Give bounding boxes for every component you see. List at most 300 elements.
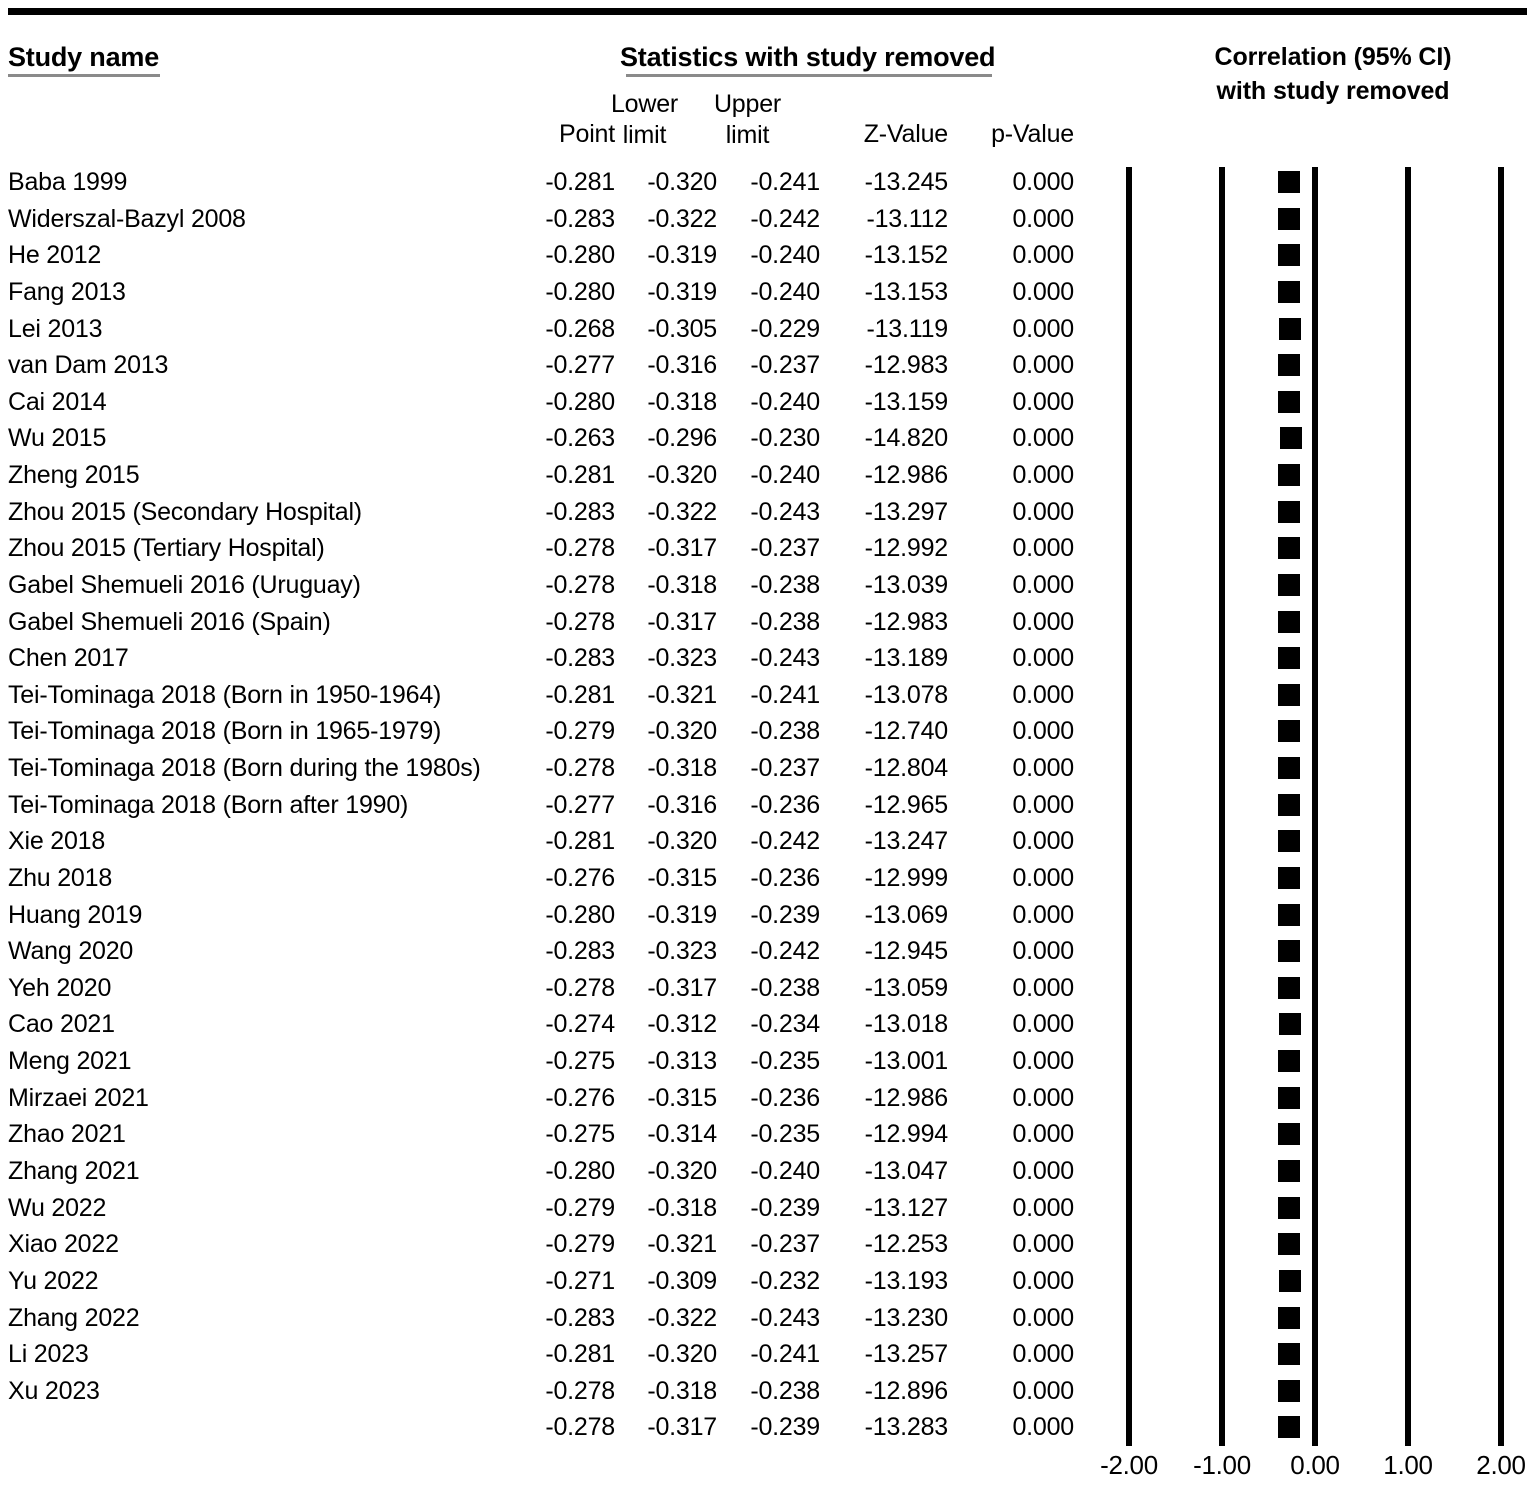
cell-upper-limit: -0.236	[750, 863, 820, 892]
point-estimate-marker	[1279, 1013, 1301, 1035]
cell-study-name: Zhao 2021	[8, 1120, 126, 1149]
cell-p-value: 0.000	[1012, 204, 1074, 233]
cell-z-value: -13.119	[866, 314, 948, 343]
table-row	[0, 864, 1090, 900]
column-header-p-value: p-Value	[991, 120, 1074, 148]
cell-upper-limit: -0.240	[750, 1157, 820, 1185]
cell-upper-limit: -0.240	[750, 461, 820, 490]
cell-lower-limit: -0.318	[647, 754, 717, 783]
cell-study-name: Chen 2017	[8, 644, 129, 673]
cell-z-value: -13.047	[864, 1157, 948, 1185]
cell-upper-limit: -0.235	[750, 1120, 820, 1149]
table-row	[0, 1194, 1090, 1230]
cell-study-name: van Dam 2013	[8, 351, 169, 380]
cell-upper-limit: -0.236	[750, 1083, 820, 1112]
cell-upper-limit: -0.243	[750, 1303, 820, 1332]
cell-lower-limit: -0.319	[647, 241, 717, 270]
point-estimate-marker	[1278, 1050, 1300, 1072]
cell-upper-limit: -0.229	[750, 314, 820, 343]
cell-z-value: -12.999	[864, 863, 948, 892]
cell-lower-limit: -0.319	[647, 900, 717, 929]
point-estimate-marker	[1278, 354, 1300, 376]
cell-p-value: 0.000	[1012, 570, 1074, 599]
cell-z-value: -12.253	[864, 1230, 948, 1259]
summary-effect-marker	[1278, 1416, 1300, 1438]
table-row	[0, 901, 1090, 937]
cell-upper-limit: -0.241	[750, 680, 820, 709]
cell-z-value: -12.994	[864, 1120, 948, 1149]
cell-study-name: Wu 2022	[8, 1193, 107, 1222]
cell-p-value: 0.000	[1012, 1230, 1074, 1259]
cell-study-name: Wu 2015	[8, 424, 107, 453]
table-row	[0, 1377, 1090, 1413]
cell-lower-limit: -0.320	[647, 1340, 717, 1369]
plot-title-line-1: Correlation (95% CI)	[1214, 43, 1452, 71]
cell-z-value: -13.078	[864, 680, 948, 709]
cell-p-value: 0.000	[1012, 900, 1074, 929]
point-estimate-marker	[1278, 171, 1300, 193]
table-row	[0, 241, 1090, 277]
cell-upper-limit: -0.240	[750, 387, 820, 416]
point-estimate-marker	[1278, 1123, 1300, 1145]
cell-point-estimate: -0.283	[545, 644, 615, 673]
column-header-lower-limit-line2: limit	[622, 121, 667, 149]
summary-row	[0, 1413, 1090, 1449]
column-header-upper-limit-line1: Upper	[713, 90, 782, 118]
cell-lower-limit: -0.323	[647, 937, 717, 966]
cell-upper-limit: -0.237	[750, 1230, 820, 1259]
cell-point-estimate: -0.280	[545, 1157, 615, 1185]
cell-lower-limit: -0.318	[647, 570, 717, 599]
cell-z-value: -13.127	[864, 1193, 948, 1222]
table-row	[0, 1120, 1090, 1156]
cell-z-value: -13.059	[864, 973, 948, 1002]
statistics-group-header: Statistics with study removed	[620, 42, 996, 72]
cell-upper-limit: -0.237	[750, 351, 820, 380]
cell-upper-limit: -0.236	[750, 790, 820, 819]
point-estimate-marker	[1278, 867, 1300, 889]
cell-lower-limit: -0.322	[647, 1303, 717, 1332]
point-estimate-marker	[1278, 391, 1300, 413]
table-row	[0, 315, 1090, 351]
table-row	[0, 644, 1090, 680]
cell-z-value: -13.297	[864, 497, 948, 526]
statistics-group-header-underline	[626, 74, 992, 77]
cell-lower-limit: -0.318	[647, 1193, 717, 1222]
point-estimate-marker	[1278, 537, 1300, 559]
cell-p-value: 0.000	[1012, 277, 1074, 306]
cell-p-value: 0.000	[1012, 644, 1074, 673]
axis-tick--1.00	[1219, 1424, 1225, 1446]
cell-point-estimate: -0.283	[545, 1303, 615, 1332]
cell-study-name: Fang 2013	[8, 277, 126, 306]
cell-study-name: He 2012	[8, 241, 102, 270]
cell-point-estimate: -0.280	[545, 387, 615, 416]
cell-lower-limit: -0.309	[647, 1266, 717, 1295]
cell-z-value: -13.159	[864, 387, 948, 416]
table-row	[0, 1230, 1090, 1266]
gridline-2.00	[1498, 167, 1504, 1435]
cell-point-estimate: -0.280	[545, 277, 615, 306]
cell-study-name: Tei-Tominaga 2018 (Born during the 1980s)	[8, 754, 481, 783]
cell-point-estimate: -0.281	[545, 1340, 615, 1369]
point-estimate-marker	[1278, 1343, 1300, 1365]
cell-upper-limit: -0.240	[750, 277, 820, 306]
cell-lower-limit: -0.305	[647, 314, 717, 343]
table-row	[0, 1304, 1090, 1340]
cell-z-value: -13.112	[866, 204, 948, 233]
gridline--2.00	[1126, 167, 1132, 1435]
cell-study-name: Xie 2018	[8, 827, 106, 856]
table-row	[0, 827, 1090, 863]
plot-title	[1165, 40, 1501, 108]
cell-study-name: Li 2023	[8, 1340, 89, 1369]
cell-upper-limit: -0.243	[750, 497, 820, 526]
cell-lower-limit: -0.321	[647, 1230, 717, 1259]
point-estimate-marker	[1278, 940, 1300, 962]
axis-tick-0.00	[1312, 1424, 1318, 1446]
cell-z-value: -13.193	[864, 1266, 948, 1295]
cell-p-value: 0.000	[1012, 461, 1074, 490]
cell-p-value: 0.000	[1012, 424, 1074, 453]
table-row	[0, 351, 1090, 387]
cell-z-value: -12.804	[864, 754, 948, 783]
axis-tick-label--2.00: -2.00	[1100, 1450, 1158, 1480]
point-estimate-marker	[1278, 1233, 1300, 1255]
cell-point-estimate: -0.281	[545, 461, 615, 490]
cell-study-name: Tei-Tominaga 2018 (Born in 1965-1979)	[8, 717, 442, 746]
cell-upper-limit: -0.234	[750, 1010, 820, 1039]
point-estimate-marker	[1280, 427, 1302, 449]
cell-p-value: 0.000	[1012, 241, 1074, 270]
cell-study-name: Zhang 2021	[8, 1157, 140, 1185]
cell-lower-limit: -0.320	[647, 1157, 717, 1185]
cell-point-estimate: -0.281	[545, 680, 615, 709]
point-estimate-marker	[1278, 720, 1300, 742]
cell-p-value: 0.000	[1012, 534, 1074, 563]
table-row	[0, 168, 1090, 204]
cell-point-estimate: -0.279	[545, 717, 615, 746]
table-row	[0, 791, 1090, 827]
point-estimate-marker	[1278, 757, 1300, 779]
axis-tick--2.00	[1126, 1424, 1132, 1446]
point-estimate-marker	[1278, 1087, 1300, 1109]
cell-upper-limit: -0.237	[750, 754, 820, 783]
study-name-header: Study name	[8, 42, 160, 72]
cell-z-value: -13.189	[864, 644, 948, 673]
cell-point-estimate: -0.278	[545, 534, 615, 563]
cell-point-estimate: -0.280	[545, 241, 615, 270]
cell-z-value: -14.820	[864, 424, 948, 453]
cell-z-value: -13.283	[864, 1413, 948, 1442]
cell-p-value: 0.000	[1012, 863, 1074, 892]
cell-z-value: -13.018	[864, 1010, 948, 1039]
cell-p-value: 0.000	[1012, 827, 1074, 856]
cell-upper-limit: -0.238	[750, 717, 820, 746]
table-row	[0, 1047, 1090, 1083]
cell-point-estimate: -0.278	[545, 570, 615, 599]
point-estimate-marker	[1278, 281, 1300, 303]
cell-upper-limit: -0.241	[750, 168, 820, 196]
cell-upper-limit: -0.242	[750, 204, 820, 233]
cell-z-value: -13.039	[864, 570, 948, 599]
cell-upper-limit: -0.239	[750, 1193, 820, 1222]
cell-p-value: 0.000	[1012, 314, 1074, 343]
point-estimate-marker	[1278, 208, 1300, 230]
cell-p-value: 0.000	[1012, 1376, 1074, 1405]
cell-study-name: Widerszal-Bazyl 2008	[8, 204, 246, 233]
cell-z-value: -13.230	[864, 1303, 948, 1332]
cell-z-value: -12.945	[864, 937, 948, 966]
cell-study-name: Huang 2019	[8, 900, 143, 929]
cell-study-name: Wang 2020	[8, 937, 134, 966]
point-estimate-marker	[1278, 1307, 1300, 1329]
cell-study-name: Xu 2023	[8, 1376, 100, 1405]
table-row	[0, 1084, 1090, 1120]
cell-p-value: 0.000	[1012, 1047, 1074, 1076]
cell-z-value: -12.992	[864, 534, 948, 563]
cell-upper-limit: -0.239	[750, 1413, 820, 1442]
table-row	[0, 681, 1090, 717]
cell-point-estimate: -0.275	[545, 1120, 615, 1149]
cell-point-estimate: -0.277	[545, 351, 615, 380]
cell-study-name: Zhou 2015 (Tertiary Hospital)	[8, 534, 325, 563]
cell-study-name: Meng 2021	[8, 1047, 132, 1076]
cell-lower-limit: -0.316	[647, 351, 717, 380]
cell-lower-limit: -0.317	[647, 1413, 717, 1442]
cell-z-value: -13.069	[864, 900, 948, 929]
cell-lower-limit: -0.317	[647, 534, 717, 563]
cell-p-value: 0.000	[1012, 351, 1074, 380]
cell-p-value: 0.000	[1012, 497, 1074, 526]
cell-point-estimate: -0.275	[545, 1047, 615, 1076]
table-row	[0, 974, 1090, 1010]
cell-p-value: 0.000	[1012, 973, 1074, 1002]
cell-upper-limit: -0.232	[750, 1266, 820, 1295]
cell-lower-limit: -0.315	[647, 1083, 717, 1112]
cell-p-value: 0.000	[1012, 1157, 1074, 1185]
cell-p-value: 0.000	[1012, 1340, 1074, 1369]
cell-study-name: Lei 2013	[8, 314, 103, 343]
cell-study-name: Yeh 2020	[8, 973, 112, 1002]
point-estimate-marker	[1279, 318, 1301, 340]
cell-p-value: 0.000	[1012, 1413, 1074, 1442]
top-divider-rule	[8, 8, 1527, 15]
cell-upper-limit: -0.242	[750, 937, 820, 966]
cell-lower-limit: -0.312	[647, 1010, 717, 1039]
gridline-0.00	[1312, 167, 1318, 1435]
table-row	[0, 461, 1090, 497]
cell-lower-limit: -0.296	[647, 424, 717, 453]
cell-point-estimate: -0.278	[545, 754, 615, 783]
study-name-header-underline	[8, 74, 160, 77]
point-estimate-marker	[1278, 684, 1300, 706]
cell-z-value: -13.152	[864, 241, 948, 270]
cell-upper-limit: -0.238	[750, 1376, 820, 1405]
point-estimate-marker	[1278, 977, 1300, 999]
table-row	[0, 754, 1090, 790]
cell-p-value: 0.000	[1012, 1193, 1074, 1222]
table-row	[0, 608, 1090, 644]
cell-p-value: 0.000	[1012, 717, 1074, 746]
cell-lower-limit: -0.318	[647, 387, 717, 416]
cell-study-name: Gabel Shemueli 2016 (Uruguay)	[8, 570, 361, 599]
cell-point-estimate: -0.268	[545, 314, 615, 343]
table-row	[0, 498, 1090, 534]
cell-z-value: -13.153	[864, 277, 948, 306]
cell-upper-limit: -0.238	[750, 607, 820, 636]
cell-p-value: 0.000	[1012, 1303, 1074, 1332]
plot-title-line-2: with study removed	[1216, 77, 1450, 105]
cell-lower-limit: -0.320	[647, 461, 717, 490]
cell-p-value: 0.000	[1012, 937, 1074, 966]
table-row	[0, 1340, 1090, 1376]
point-estimate-marker	[1278, 611, 1300, 633]
cell-lower-limit: -0.323	[647, 644, 717, 673]
cell-study-name: Tei-Tominaga 2018 (Born after 1990)	[8, 790, 409, 819]
cell-p-value: 0.000	[1012, 1266, 1074, 1295]
point-estimate-marker	[1278, 574, 1300, 596]
cell-lower-limit: -0.322	[647, 204, 717, 233]
table-row	[0, 205, 1090, 241]
table-row	[0, 534, 1090, 570]
point-estimate-marker	[1278, 794, 1300, 816]
cell-p-value: 0.000	[1012, 1120, 1074, 1149]
cell-z-value: -12.896	[864, 1376, 948, 1405]
cell-upper-limit: -0.239	[750, 900, 820, 929]
point-estimate-marker	[1278, 904, 1300, 926]
cell-point-estimate: -0.274	[545, 1010, 615, 1039]
cell-lower-limit: -0.320	[647, 717, 717, 746]
cell-z-value: -12.986	[864, 1083, 948, 1112]
cell-p-value: 0.000	[1012, 387, 1074, 416]
cell-upper-limit: -0.238	[750, 973, 820, 1002]
cell-point-estimate: -0.278	[545, 1376, 615, 1405]
table-row	[0, 937, 1090, 973]
cell-p-value: 0.000	[1012, 1083, 1074, 1112]
cell-p-value: 0.000	[1012, 607, 1074, 636]
point-estimate-marker	[1278, 647, 1300, 669]
cell-study-name: Mirzaei 2021	[8, 1083, 149, 1112]
cell-lower-limit: -0.319	[647, 277, 717, 306]
cell-study-name: Zhou 2015 (Secondary Hospital)	[8, 497, 362, 526]
axis-tick-1.00	[1405, 1424, 1411, 1446]
axis-tick-label--1.00: -1.00	[1193, 1450, 1251, 1480]
cell-lower-limit: -0.317	[647, 607, 717, 636]
cell-lower-limit: -0.316	[647, 790, 717, 819]
cell-point-estimate: -0.280	[545, 900, 615, 929]
cell-upper-limit: -0.241	[750, 1340, 820, 1369]
table-row	[0, 388, 1090, 424]
cell-lower-limit: -0.320	[647, 827, 717, 856]
cell-point-estimate: -0.278	[545, 607, 615, 636]
column-header-lower-limit-line1: Lower	[610, 90, 679, 118]
gridline-1.00	[1405, 167, 1411, 1435]
cell-p-value: 0.000	[1012, 680, 1074, 709]
column-header-upper-limit-line2: limit	[725, 121, 770, 149]
point-estimate-marker	[1278, 1160, 1300, 1182]
point-estimate-marker	[1278, 501, 1300, 523]
cell-lower-limit: -0.320	[647, 168, 717, 196]
cell-lower-limit: -0.314	[647, 1120, 717, 1149]
cell-z-value: -13.001	[864, 1047, 948, 1076]
cell-lower-limit: -0.321	[647, 680, 717, 709]
cell-point-estimate: -0.283	[545, 937, 615, 966]
column-header-point: Point	[559, 120, 615, 148]
cell-upper-limit: -0.243	[750, 644, 820, 673]
cell-lower-limit: -0.322	[647, 497, 717, 526]
cell-point-estimate: -0.283	[545, 204, 615, 233]
axis-tick-label-1.00: 1.00	[1383, 1450, 1433, 1480]
cell-upper-limit: -0.242	[750, 827, 820, 856]
gridline--1.00	[1219, 167, 1225, 1435]
cell-p-value: 0.000	[1012, 754, 1074, 783]
cell-point-estimate: -0.279	[545, 1230, 615, 1259]
cell-study-name: Xiao 2022	[8, 1230, 119, 1259]
cell-upper-limit: -0.230	[750, 424, 820, 453]
cell-point-estimate: -0.263	[545, 424, 615, 453]
point-estimate-marker	[1278, 830, 1300, 852]
cell-point-estimate: -0.276	[545, 863, 615, 892]
table-row	[0, 278, 1090, 314]
table-row	[0, 1267, 1090, 1303]
table-row	[0, 717, 1090, 753]
cell-study-name: Cai 2014	[8, 387, 107, 416]
cell-p-value: 0.000	[1012, 790, 1074, 819]
cell-study-name: Yu 2022	[8, 1266, 99, 1295]
cell-study-name: Tei-Tominaga 2018 (Born in 1950-1964)	[8, 680, 442, 709]
cell-z-value: -13.257	[864, 1340, 948, 1369]
cell-study-name: Baba 1999	[8, 168, 128, 196]
cell-lower-limit: -0.313	[647, 1047, 717, 1076]
point-estimate-marker	[1279, 1270, 1301, 1292]
cell-z-value: -13.245	[864, 168, 948, 196]
cell-upper-limit: -0.235	[750, 1047, 820, 1076]
cell-z-value: -12.986	[864, 461, 948, 490]
cell-study-name: Cao 2021	[8, 1010, 115, 1039]
cell-study-name: Zhang 2022	[8, 1303, 140, 1332]
cell-point-estimate: -0.279	[545, 1193, 615, 1222]
table-row	[0, 1010, 1090, 1046]
cell-point-estimate: -0.278	[545, 1413, 615, 1442]
cell-upper-limit: -0.238	[750, 570, 820, 599]
cell-study-name: Zhu 2018	[8, 863, 113, 892]
cell-point-estimate: -0.281	[545, 827, 615, 856]
column-header-z-value: Z-Value	[863, 120, 948, 148]
cell-point-estimate: -0.277	[545, 790, 615, 819]
cell-upper-limit: -0.237	[750, 534, 820, 563]
cell-z-value: -12.965	[864, 790, 948, 819]
cell-z-value: -12.740	[864, 717, 948, 746]
cell-lower-limit: -0.317	[647, 973, 717, 1002]
cell-p-value: 0.000	[1012, 1010, 1074, 1039]
axis-tick-label-0.00: 0.00	[1290, 1450, 1340, 1480]
cell-point-estimate: -0.278	[545, 973, 615, 1002]
cell-upper-limit: -0.240	[750, 241, 820, 270]
cell-point-estimate: -0.276	[545, 1083, 615, 1112]
cell-point-estimate: -0.281	[545, 168, 615, 196]
cell-study-name: Zheng 2015	[8, 461, 140, 490]
axis-tick-label-2.00: 2.00	[1476, 1450, 1526, 1480]
table-row	[0, 571, 1090, 607]
cell-point-estimate: -0.283	[545, 497, 615, 526]
cell-z-value: -12.983	[864, 351, 948, 380]
point-estimate-marker	[1278, 1380, 1300, 1402]
cell-lower-limit: -0.318	[647, 1376, 717, 1405]
cell-z-value: -13.247	[864, 827, 948, 856]
table-row	[0, 424, 1090, 460]
axis-tick-2.00	[1498, 1424, 1504, 1446]
